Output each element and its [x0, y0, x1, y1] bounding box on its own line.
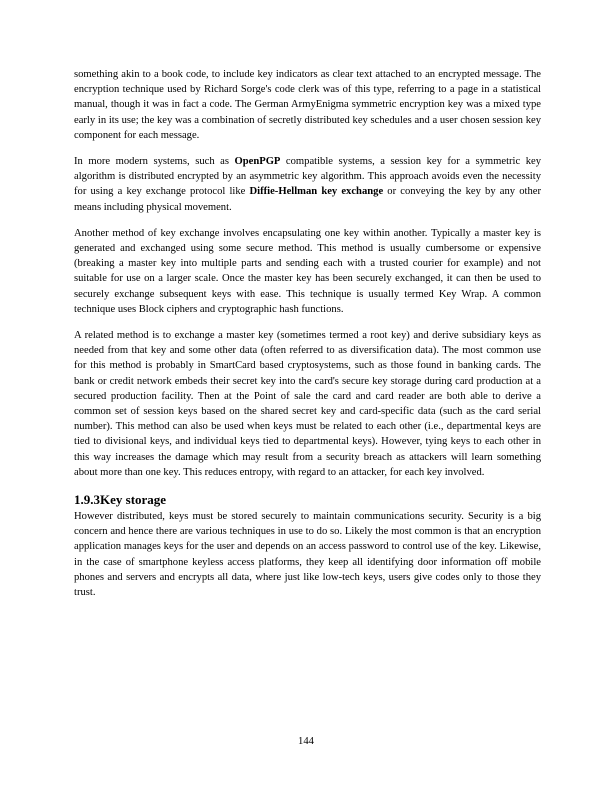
body-text	[74, 67, 541, 480]
body-paragraph	[74, 226, 541, 317]
bold-term: Diffie-Hellman key exchange	[249, 186, 384, 198]
page-body	[74, 67, 541, 611]
section-heading: 1.9.3Key storage	[74, 492, 167, 508]
text-segment: A related method is to exchange a master key (sometimes termed a root key) and derive subsidiary keys as needed from that key and some other data (often referred to as diversification data). The most common use for this method is probably in SmartCard based cryptosystems, such as those found in banking cards. The bank or credit network embeds their secret key into the card's secure key storage during card production at a secured production facility. Then at the Point of sale the card and card reader are both able to derive a common set of session keys based on the shared secret key and card-specific data (such as the card serial number). This method can also be used when keys must be related to each other (i.e., departmental keys are tied to divisional keys, and individual keys tied to departmental keys). However, tying keys to each other in this way increases the damage which may result from a security breach as attackers will learn something about more than one key. This reduces entropy, with regard to an attacker, for each key involved.	[74, 330, 541, 478]
text-segment: Another method of key exchange involves encapsulating one key within another. Typically a master key is generated and exchanged using some secure method. This method is usually cumbersome or expensive (breaking a master key into multiple parts and sending each with a trusted courier for example) and not suitable for use on a larger scale. Once the master key has been securely exchanged, it can then be used to securely exchange subsequent keys with ease. This technique is usually termed Key Wrap. A common technique uses Block ciphers and cryptographic hash functions.	[74, 227, 541, 315]
section-paragraph: However distributed, keys must be stored securely to maintain communications security. Security is a big concern and hence there are various techniques in use to do so. Likely the most common is that an encryption application manages keys for the user and depends on an access password to control use of the key. Likewise, in the case of smartphone keyless access platforms, they keep all identifying door information off mobile phones and servers and encrypts all data, where just like low-tech keys, users give codes only to those they trust.	[74, 511, 541, 599]
body-paragraph	[74, 154, 541, 215]
text-segment: or conveying the key by any other means including physical movement.	[74, 186, 541, 213]
text-segment: compatible systems, a session key for a symmetric key algorithm is distributed encrypted by an asymmetric key algorithm. This approach avoids even the necessity for using a key exchange protocol like	[74, 156, 541, 198]
page-number: 144	[298, 736, 314, 747]
body-paragraph	[74, 67, 541, 143]
text-segment: something akin to a book code, to include key indicators as clear text attached to an encrypted message. The encryption technique used by Richard Sorge's code clerk was of this type, referring to a page in a statistical manual, though it was in fact a code. The German ArmyEnigma symmetric encryption key was a mixed type early in its use; the key was a combination of secretly distributed key schedules and a user chosen session key component for each message.	[74, 69, 541, 141]
text-segment: In more modern systems, such as	[74, 156, 235, 168]
bold-term: OpenPGP	[234, 156, 281, 168]
body-paragraph	[74, 328, 541, 480]
